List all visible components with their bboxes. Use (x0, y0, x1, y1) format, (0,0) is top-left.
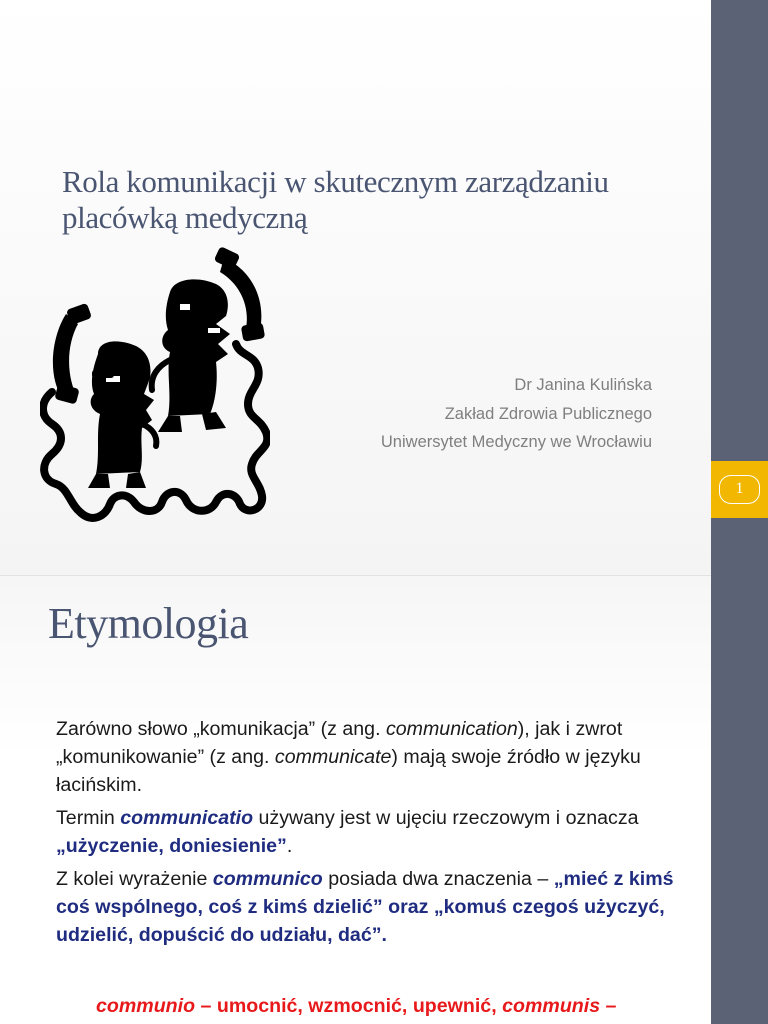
text-run: Z kolei wyrażenie (56, 868, 213, 890)
paragraph-1 (56, 715, 676, 799)
text-run: posiada dwa znaczenia – (322, 868, 554, 890)
department-name: Zakład Zdrowia Publicznego (444, 404, 652, 423)
text-run: . (286, 835, 293, 857)
text-run: Termin (56, 807, 121, 829)
slide-title: Rola komunikacji w skutecznym zarządzaniu placówką medyczną (62, 164, 609, 235)
paragraph-3 (56, 865, 676, 949)
text-run: ) mają swoje źródło w języku łacińskim. (56, 746, 641, 796)
term-communicatio: communicatio (120, 807, 254, 829)
meaning-highlight: „użyczenie, doniesienie” (56, 835, 287, 857)
meaning-highlight: „mieć z kimś coś wspólnego, coś z kimś dzielić” oraz „komuś czegoś użyczyć, udzielić, dopuścić do udziału, dać”. (56, 868, 674, 946)
slide-body (56, 715, 676, 954)
term-communio: communio (96, 995, 196, 1017)
slide-number: 1 (735, 480, 744, 497)
text-run: używany jest w ujęciu rzeczowym i oznacza (253, 807, 639, 829)
slide-number-badge (711, 461, 768, 518)
red-definition-line (96, 992, 656, 1020)
paragraph-2 (56, 804, 676, 860)
term-communico: communico (212, 868, 323, 890)
people-on-telephones-clipart (40, 244, 270, 534)
term-communis: communis (502, 995, 601, 1017)
term-communication: communication (385, 718, 518, 740)
text-run: – (600, 995, 617, 1017)
author-name: Dr Janina Kulińska (514, 376, 652, 394)
term-communicate: communicate (274, 746, 392, 768)
text-run: Zarówno słowo „komunikacja” (z ang. (56, 718, 386, 740)
slide-heading: Etymologia (48, 599, 249, 648)
university-name: Uniwersytet Medyczny we Wrocławiu (380, 433, 652, 452)
text-run: ), jak i zwrot „komunikowanie” (z ang. (56, 718, 623, 768)
subtitle-block (352, 371, 652, 453)
text-run: – umocnić, wzmocnić, upewnić, (195, 995, 503, 1017)
